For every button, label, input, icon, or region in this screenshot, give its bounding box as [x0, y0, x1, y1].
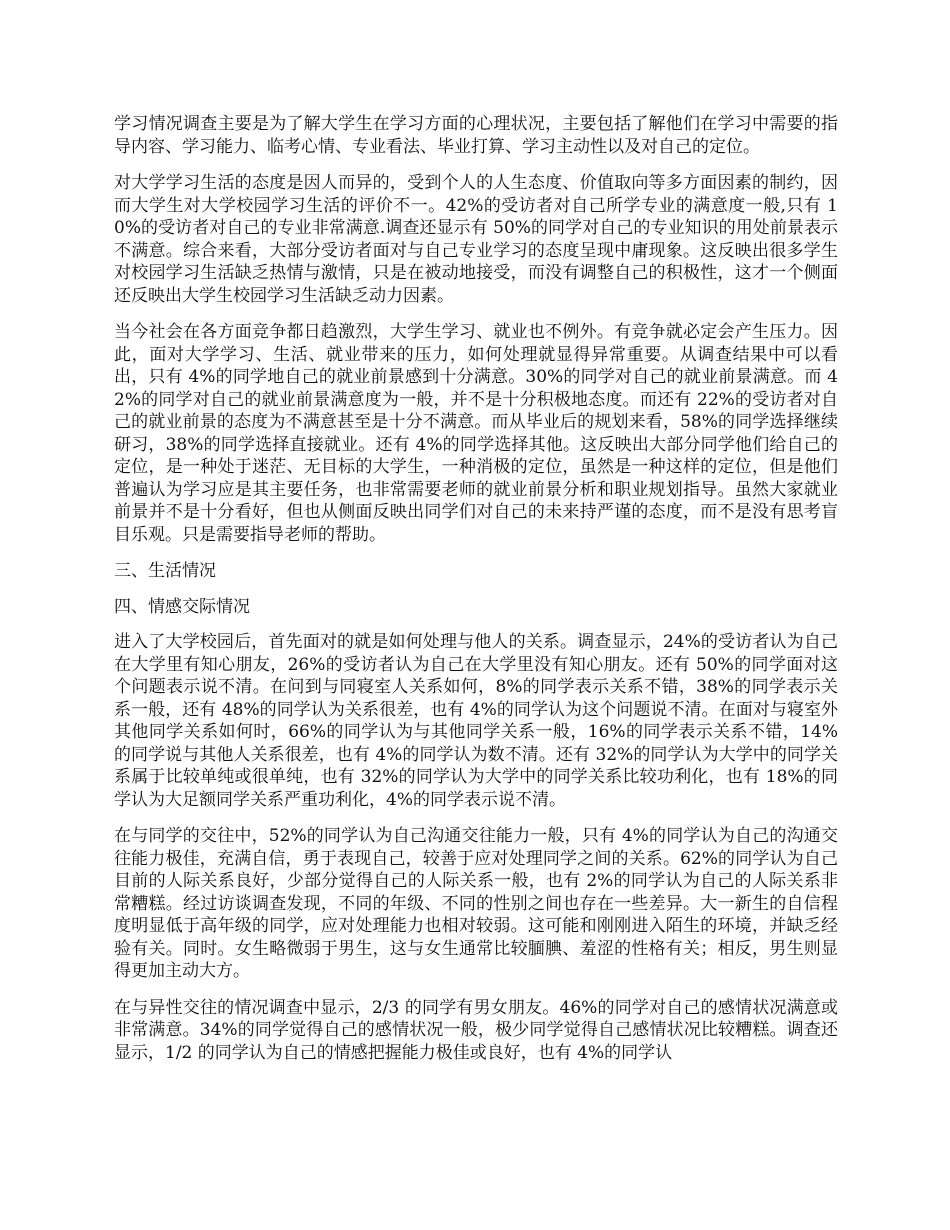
paragraph-romance: 在与异性交往的情况调查中显示，2/3 的同学有男女朋友。46%的同学对自己的感情状况满意或非常满意。34%的同学觉得自己的感情状况一般，极少同学觉得自己感情状况比较糟糕。调查还显示，1/2 的同学认为自己的情感把握能力极佳或良好，也有 4%的同学认	[114, 997, 838, 1063]
paragraph-study-survey-intro: 学习情况调查主要是为了解大学生在学习方面的心理状况，主要包括了解他们在学习中需要的指导内容、学习能力、临考心情、专业看法、毕业打算、学习主动性以及对自己的定位。	[114, 114, 838, 157]
paragraph-communication: 在与同学的交往中，52%的同学认为自己沟通交往能力一般，只有 4%的同学认为自己的沟通交往能力极佳，充满自信，勇于表现自己，较善于应对处理同学之间的关系。62%的同学认为自己目前的人际关系良好，少部分觉得自己的人际关系一般，也有 2%的同学认为自己的人际关系非常糟糕。经过访谈调查发现，不同的年级、不同的性别之间也存在一些差异。大一新生的自信程度明显低于高年级的同学，应对处理能力也相对较弱。这可能和刚刚进入陌生的环境，并缺乏经验有关。同时。女生略微弱于男生，这与女生通常比较腼腆、羞涩的性格有关；相反，男生则显得更加主动大方。	[114, 826, 838, 981]
paragraph-employment-pressure: 当今社会在各方面竞争都日趋激烈，大学生学习、就业也不例外。有竞争就必定会产生压力。因此，面对大学学习、生活、就业带来的压力，如何处理就显得异常重要。从调查结果中可以看出，只有 4%的同学地自己的就业前景感到十分满意。30%的同学对自己的就业前景满意。而 42%的同学对自己的就业前景满意度为一般，并不是十分积极地态度。而还有 22%的受访者对自己的就业前景的态度为不满意甚至是十分不满意。而从毕业后的规划来看，58%的同学选择继续研习，38%的同学选择直接就业。还有 4%的同学选择其他。这反映出大部分同学他们给自己的定位，是一种处于迷茫、无目标的大学生，一种消极的定位，虽然是一种这样的定位，但是他们普遍认为学习应是其主要任务，也非常需要老师的就业前景分析和职业规划指导。虽然大家就业前景并不是十分看好，但也从侧面反映出同学们对自己的未来持严谨的态度，而不是没有思考盲目乐观。只是需要指导老师的帮助。	[114, 322, 838, 545]
paragraph-study-attitude: 对大学学习生活的态度是因人而异的，受到个人的人生态度、价值取向等多方面因素的制约，因而大学生对大学校园学习生活的评价不一。42%的受访者对自己所学专业的满意度一般,只有 10%的受访者对自己的专业非常满意.调查还显示有 50%的同学对自己的专业知识的用处前景表示不满意。综合来看，大部分受访者面对与自己专业学习的态度呈现中庸现象。这反映出很多学生对校园学习生活缺乏热情与激情，只是在被动地接受，而没有调整自己的积极性，这才一个侧面还反映出大学生校园学习生活缺乏动力因素。	[114, 173, 838, 306]
section-heading-life: 三、生活情况	[114, 561, 216, 581]
section-heading-social: 四、情感交际情况	[114, 596, 250, 617]
paragraph-relationships: 进入了大学校园后，首先面对的就是如何处理与他人的关系。调查显示，24%的受访者认为自己在大学里有知心朋友，26%的受访者认为自己在大学里没有知心朋友。还有 50%的同学面对这个问题表示说不清。在问到与同寝室人关系如何，8%的同学表示关系不错，38%的同学表示关系一般，还有 48%的同学认为关系很差，也有 4%的同学认为这个问题说不清。在面对与寝室外其他同学关系如何时，66%的同学认为与其他同学关系一般，16%的同学表示关系不错，14%的同学说与其他人关系很差，也有 4%的同学认为数不清。还有 32%的同学认为大学中的同学关系属于比较单纯或很单纯，也有 32%的同学认为大学中的同学关系比较功利化，也有 18%的同学认为大足额同学关系严重功利化，4%的同学表示说不清。	[114, 632, 838, 810]
